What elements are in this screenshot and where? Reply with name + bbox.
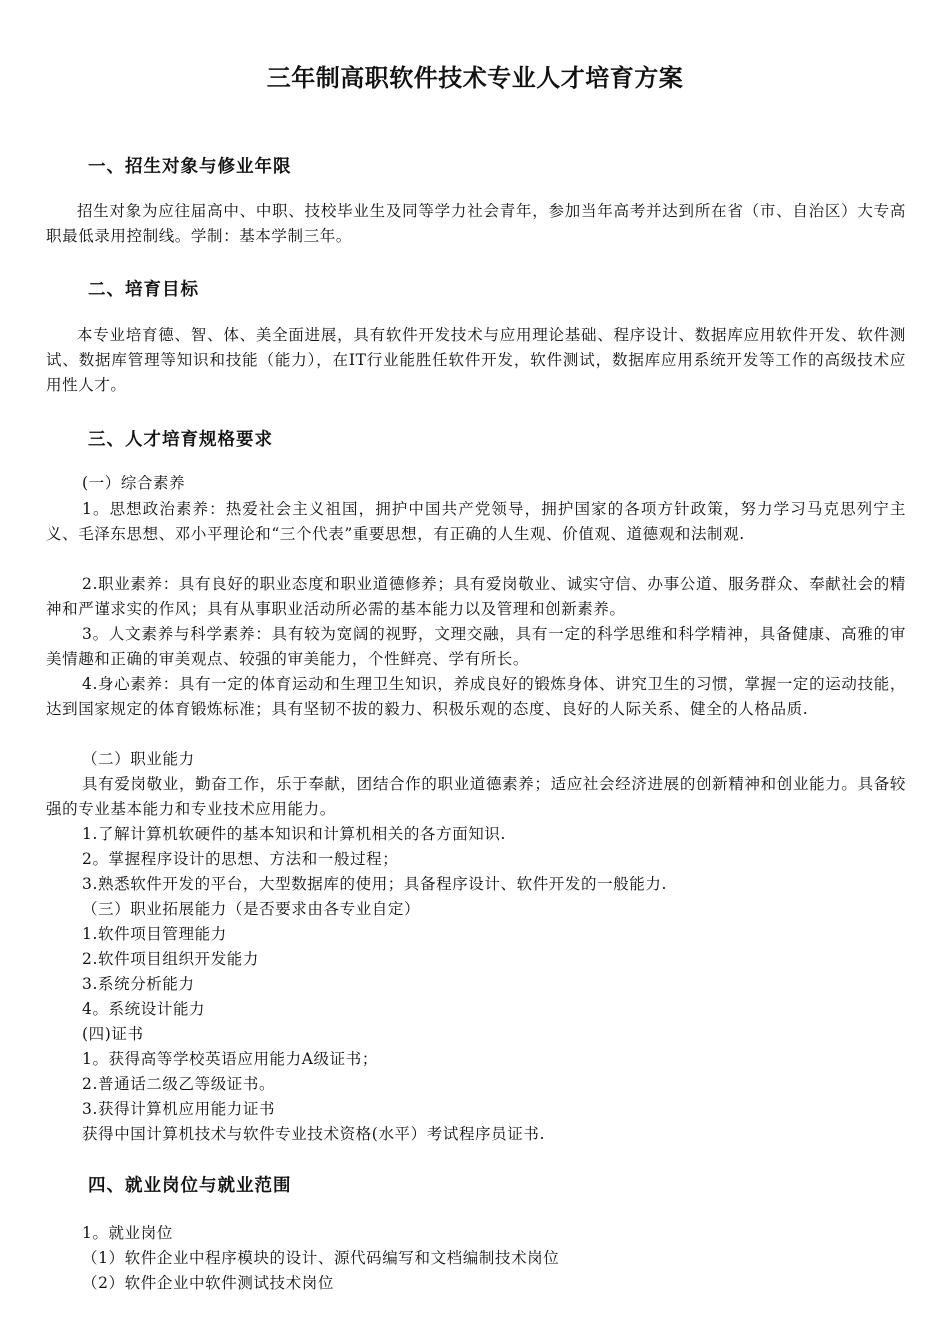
list-item: 1.了解计算机软硬件的基本知识和计算机相关的各方面知识. — [82, 825, 507, 843]
paragraph-physical: 4.身心素养：具有一定的体育运动和生理卫生知识，养成良好的锻炼身体、讲究卫生的习惯，掌握一定的运动技能，达到国家规定的体育锻炼标准；具有坚韧不拔的毅力、积极乐观的态度、良好的人际关系、健全的人格品质. — [46, 675, 906, 718]
section-heading-requirements: 三、人才培育规格要求 — [88, 430, 273, 450]
paragraph-goals: 本专业培育德、智、体、美全面进展，具有软件开发技术与应用理论基础、程序设计、数据库应用软件开发、软件测试、数据库管理等知识和技能（能力），在IT行业能胜任软件开发，软件测试，数据库应用系统开发等工作的高级技术应用性人才。 — [46, 326, 906, 394]
list-item: （1）软件企业中程序模块的设计、源代码编写和文档编制技术岗位 — [82, 1249, 560, 1267]
section-heading-goals: 二、培育目标 — [88, 280, 199, 300]
list-item: （2）软件企业中软件测试技术岗位 — [82, 1274, 334, 1292]
subheading-certificates: (四)证书 — [82, 1025, 144, 1043]
list-item: 1。就业岗位 — [82, 1224, 173, 1242]
section-heading-employment: 四、就业岗位与就业范围 — [88, 1176, 292, 1196]
subheading-comprehensive: (一）综合素养 — [82, 474, 186, 492]
list-item: 获得中国计算机技术与软件专业技术资格(水平）考试程序员证书. — [82, 1125, 545, 1143]
list-item: 3.熟悉软件开发的平台，大型数据库的使用；具备程序设计、软件开发的一般能力. — [82, 875, 668, 893]
paragraph-professional: 2.职业素养：具有良好的职业态度和职业道德修养；具有爱岗敬业、诚实守信、办事公道、服务群众、奉献社会的精神和严谨求实的作风；具有从事职业活动所必需的基本能力以及管理和创新素养。 — [46, 575, 906, 618]
list-item: 1。获得高等学校英语应用能力A级证书； — [82, 1050, 378, 1068]
list-item: 2。掌握程序设计的思想、方法和一般过程； — [82, 850, 399, 868]
subheading-vocational: （二）职业能力 — [82, 750, 195, 768]
subheading-extension: （三）职业拓展能力（是否要求由各专业自定） — [82, 900, 421, 918]
list-item: 3.系统分析能力 — [82, 975, 195, 993]
paragraph-enrollment: 招生对象为应往届高中、中职、技校毕业生及同等学力社会青年，参加当年高考并达到所在省（市、自治区）大专高职最低录用控制线。学制：基本学制三年。 — [46, 202, 906, 245]
list-item: 2.普通话二级乙等级证书。 — [82, 1075, 276, 1093]
list-item: 4。系统设计能力 — [82, 1000, 206, 1018]
list-item: 2.软件项目组织开发能力 — [82, 950, 259, 968]
document-title: 三年制高职软件技术专业人才培育方案 — [266, 64, 684, 92]
list-item: 1.软件项目管理能力 — [82, 925, 227, 943]
section-heading-enrollment: 一、招生对象与修业年限 — [88, 157, 292, 177]
paragraph-humanities: 3。人文素养与科学素养：具有较为宽阔的视野，文理交融，具有一定的科学思维和科学精神，具备健康、高雅的审美情趣和正确的审美观点、较强的审美能力，个性鲜亮、学有所长。 — [46, 625, 906, 668]
list-item: 3.获得计算机应用能力证书 — [82, 1100, 276, 1118]
paragraph-political: 1。思想政治素养：热爱社会主义祖国，拥护中国共产党领导，拥护国家的各项方针政策，努力学习马克思列宁主义、毛泽东思想、邓小平理论和“三个代表”重要思想，有正确的人生观、价值观、道德观和法制观. — [46, 500, 906, 543]
paragraph-vocational: 具有爱岗敬业，勤奋工作，乐于奉献，团结合作的职业道德素养；适应社会经济进展的创新精神和创业能力。具备较强的专业基本能力和专业技术应用能力。 — [46, 775, 906, 818]
